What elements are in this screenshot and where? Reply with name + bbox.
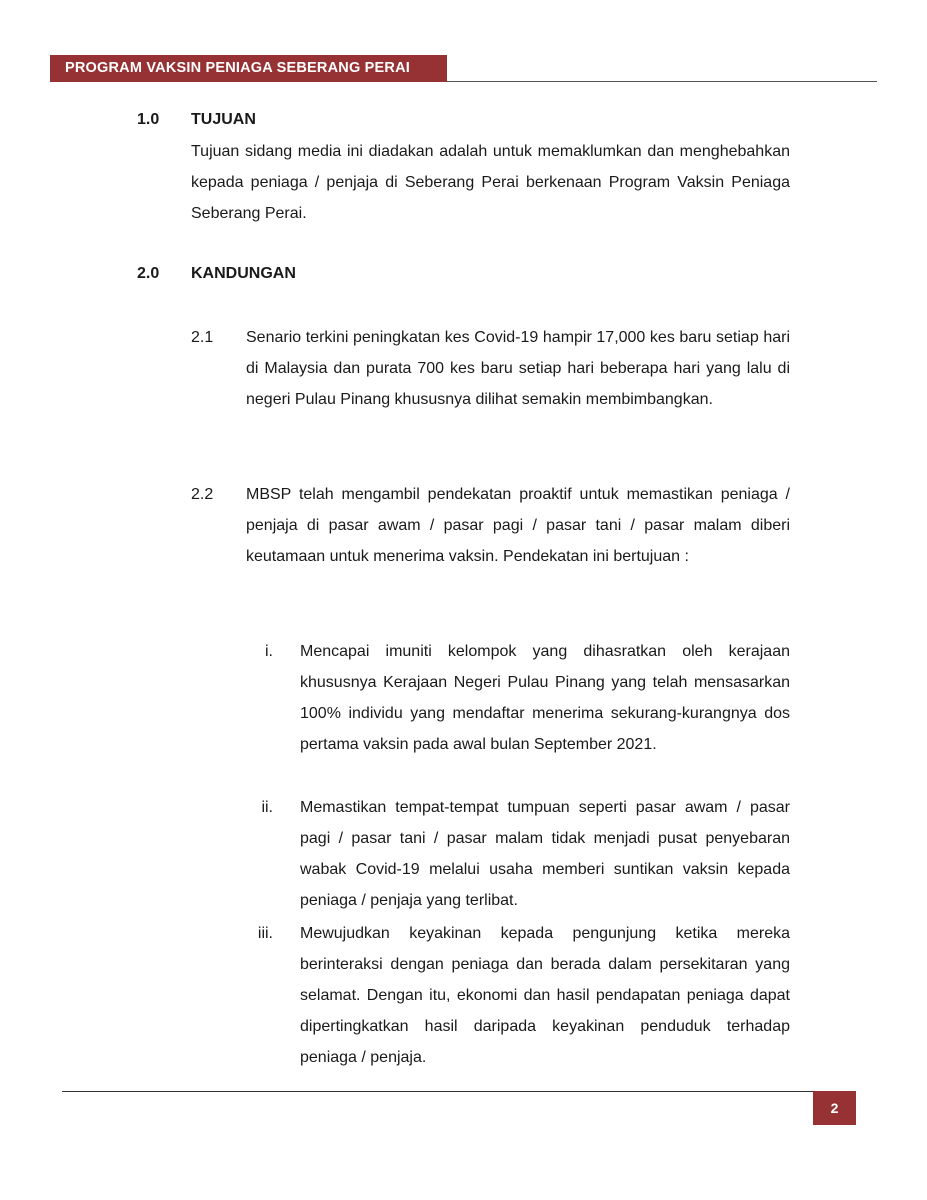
list-item-iii-text: Mewujudkan keyakinan kepada pengunjung ketika mereka berinteraksi dengan peniaga dan berada dalam persekitaran yang selamat. Dengan itu, ekonomi dan hasil pendapatan peniaga dapat dipertingkatkan hasil daripada keyakinan penduduk terhadap peniaga / penjaja. bbox=[300, 925, 790, 1066]
section-2-title: KANDUNGAN bbox=[191, 265, 296, 282]
list-item-ii-text: Memastikan tempat-tempat tumpuan seperti pasar awam / pasar pagi / pasar tani / pasar malam tidak menjadi pusat penyebaran wabak Covid-19 melalui usaha memberi suntikan vaksin kepada peniaga / penjaja yang terlibat. bbox=[300, 799, 790, 909]
list-item-i-text: Mencapai imuniti kelompok yang dihasratkan oleh kerajaan khususnya Kerajaan Negeri Pulau Pinang yang telah mensasarkan 100% individu yang mendaftar menerima sekurang-kurangnya dos pertama vaksin pada awal bulan September 2021. bbox=[300, 643, 790, 753]
section-1-body: Tujuan sidang media ini diadakan adalah untuk memaklumkan dan menghebahkan kepada peniaga / penjaja di Seberang Perai berkenaan Program Vaksin Peniaga Seberang Perai. bbox=[191, 143, 790, 222]
subsection-2-2-number: 2.2 bbox=[191, 486, 214, 503]
subsection-2-2-text: MBSP telah mengambil pendekatan proaktif untuk memastikan peniaga / penjaja di pasar awam / pasar pagi / pasar tani / pasar malam diberi keutamaan untuk menerima vaksin. Pendekatan ini bertujuan : bbox=[246, 486, 790, 565]
subsection-2-1-text: Senario terkini peningkatan kes Covid-19 hampir 17,000 kes baru setiap hari di Malaysia dan purata 700 kes baru setiap hari beberapa hari yang lalu di negeri Pulau Pinang khususnya dilihat semakin membimbangkan. bbox=[246, 329, 790, 408]
list-item-i-marker: i. bbox=[265, 643, 273, 660]
footer-divider bbox=[62, 1091, 814, 1092]
header-divider bbox=[447, 81, 877, 82]
section-1-title: TUJUAN bbox=[191, 111, 256, 128]
document-header-title: PROGRAM VAKSIN PENIAGA SEBERANG PERAI bbox=[50, 55, 447, 82]
section-1-number: 1.0 bbox=[137, 111, 160, 128]
list-item-ii-marker: ii. bbox=[261, 799, 273, 816]
page-number: 2 bbox=[813, 1091, 856, 1125]
subsection-2-1-number: 2.1 bbox=[191, 329, 214, 346]
section-2-number: 2.0 bbox=[137, 265, 160, 282]
list-item-iii-marker: iii. bbox=[257, 925, 273, 942]
